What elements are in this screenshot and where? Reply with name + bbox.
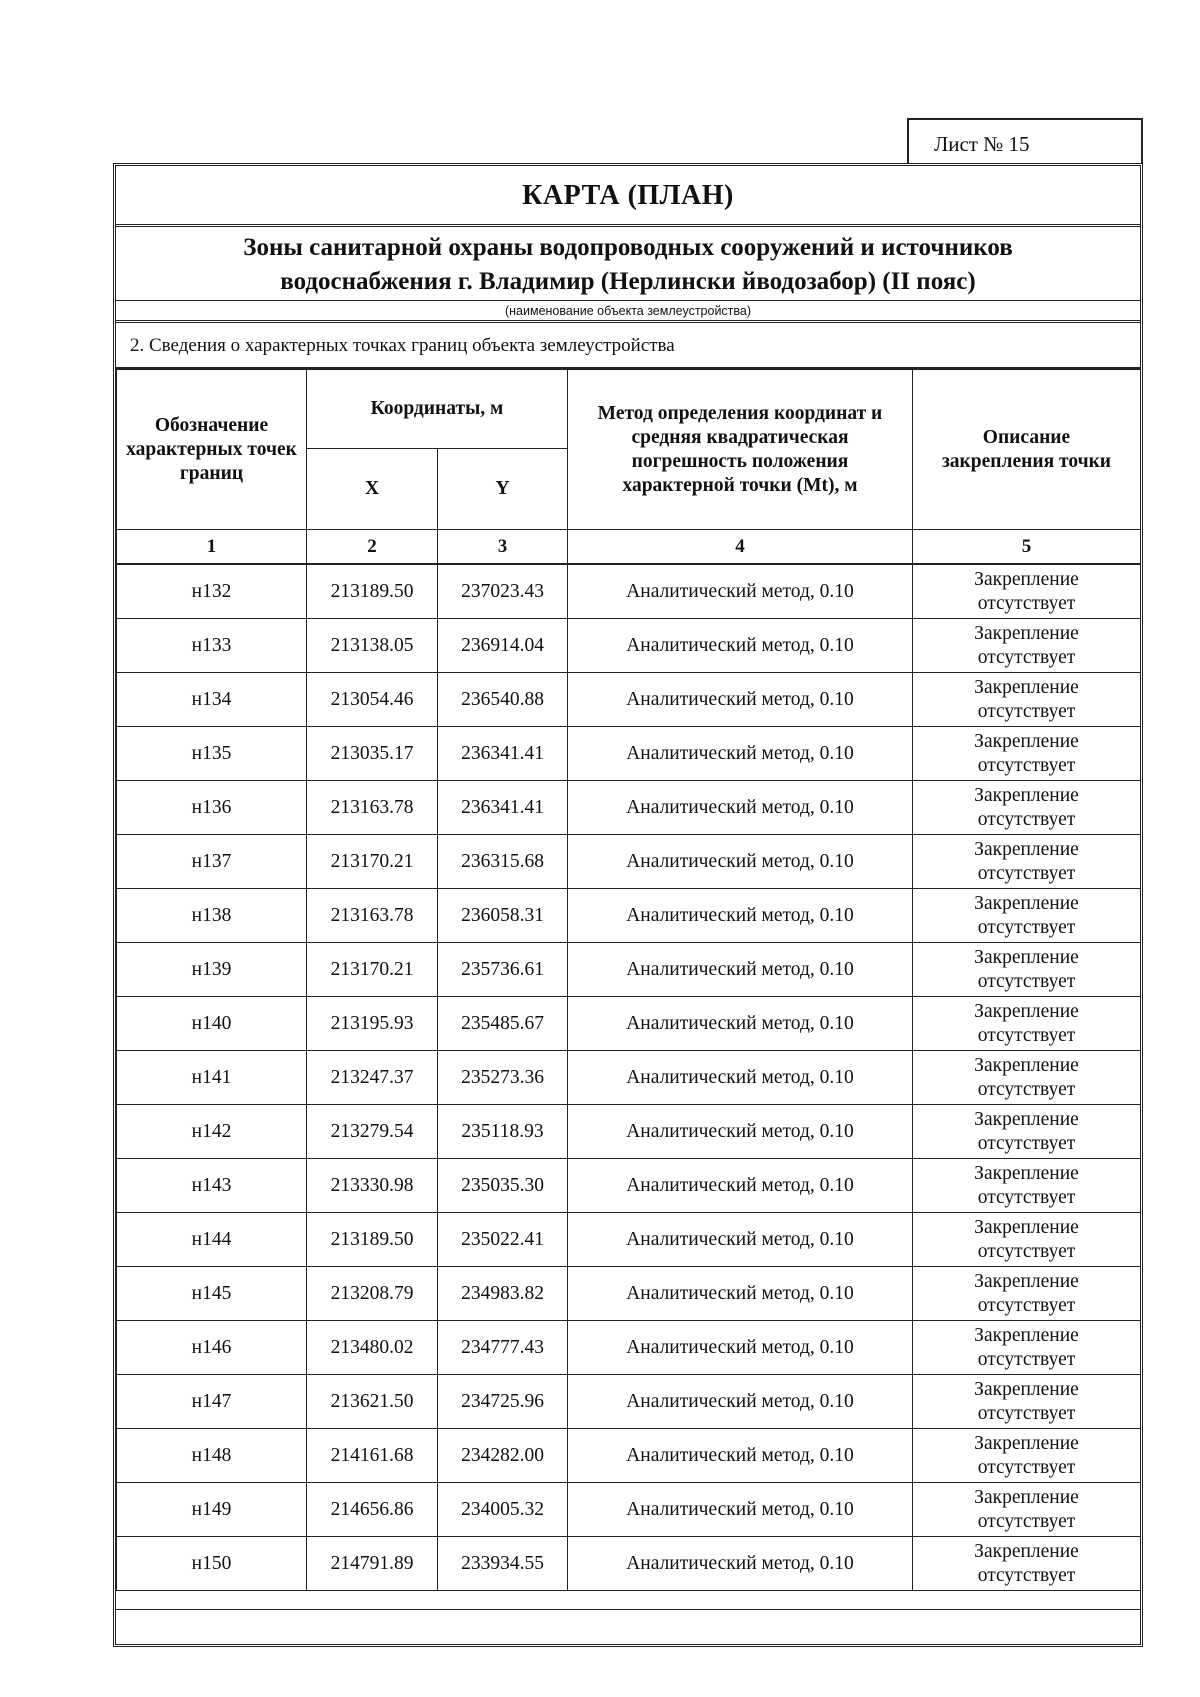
x-cell: 213163.78: [307, 889, 438, 943]
point-cell: н148: [117, 1429, 307, 1483]
description-cell: [913, 673, 1141, 727]
method-cell: Аналитический метод, 0.10: [568, 1537, 913, 1591]
description-line: отсутствует: [977, 808, 1076, 830]
description-line: отсутствует: [977, 1510, 1076, 1532]
table-row: [117, 835, 1141, 889]
description-line: Закрепление: [974, 892, 1079, 914]
method-cell: Аналитический метод, 0.10: [568, 997, 913, 1051]
y-cell: 235118.93: [438, 1105, 568, 1159]
method-cell: Аналитический метод, 0.10: [568, 727, 913, 781]
table-row: [117, 1213, 1141, 1267]
x-cell: 213330.98: [307, 1159, 438, 1213]
page-title: КАРТА (ПЛАН): [116, 166, 1140, 227]
description-line: Закрепление: [974, 1432, 1079, 1454]
description-cell: [913, 889, 1141, 943]
header-method: Метод определения координат и средняя квадратическая погрешность положения характерной точки (Mt), м: [568, 370, 913, 530]
point-cell: н139: [117, 943, 307, 997]
description-cell: [913, 1267, 1141, 1321]
description-line: Закрепление: [974, 1378, 1079, 1400]
table-row: [117, 1105, 1141, 1159]
method-cell: Аналитический метод, 0.10: [568, 889, 913, 943]
point-cell: н147: [117, 1375, 307, 1429]
x-cell: 214791.89: [307, 1537, 438, 1591]
description-cell: [913, 997, 1141, 1051]
object-name-line-2: водоснабжения г. Владимир (Нерлински йводозабор) (II пояс): [280, 268, 976, 295]
description-line: Закрепление: [974, 622, 1079, 644]
description-cell: [913, 781, 1141, 835]
y-cell: 234983.82: [438, 1267, 568, 1321]
description-line: Закрепление: [974, 1108, 1079, 1130]
description-line: Закрепление: [974, 1216, 1079, 1238]
point-cell: н145: [117, 1267, 307, 1321]
header-description: Описание закрепления точки: [913, 370, 1141, 530]
column-number: 4: [568, 530, 913, 565]
object-name: [116, 227, 1140, 301]
table-row: [117, 727, 1141, 781]
description-line: Закрепление: [974, 838, 1079, 860]
table-row: [117, 673, 1141, 727]
header-y: Y: [438, 449, 568, 530]
description-line: Закрепление: [974, 1162, 1079, 1184]
description-line: отсутствует: [977, 700, 1076, 722]
method-cell: Аналитический метод, 0.10: [568, 1213, 913, 1267]
y-cell: 233934.55: [438, 1537, 568, 1591]
sheet-number: [907, 118, 1143, 163]
method-cell: Аналитический метод, 0.10: [568, 1321, 913, 1375]
table-row: [117, 1429, 1141, 1483]
method-cell: Аналитический метод, 0.10: [568, 1105, 913, 1159]
description-cell: [913, 727, 1141, 781]
column-number: 5: [913, 530, 1141, 565]
method-cell: Аналитический метод, 0.10: [568, 673, 913, 727]
x-cell: 213247.37: [307, 1051, 438, 1105]
description-cell: [913, 835, 1141, 889]
y-cell: 234777.43: [438, 1321, 568, 1375]
document-frame: [113, 163, 1143, 1647]
description-cell: [913, 943, 1141, 997]
x-cell: 213621.50: [307, 1375, 438, 1429]
description-line: отсутствует: [977, 1186, 1076, 1208]
x-cell: 213189.50: [307, 564, 438, 619]
method-cell: Аналитический метод, 0.10: [568, 1483, 913, 1537]
point-cell: н138: [117, 889, 307, 943]
description-cell: [913, 1375, 1141, 1429]
point-cell: н144: [117, 1213, 307, 1267]
point-cell: н135: [117, 727, 307, 781]
point-cell: н140: [117, 997, 307, 1051]
description-cell: [913, 1429, 1141, 1483]
description-cell: [913, 1213, 1141, 1267]
table-row: [117, 781, 1141, 835]
y-cell: 234005.32: [438, 1483, 568, 1537]
header-coords: Координаты, м: [307, 370, 568, 449]
description-line: Закрепление: [974, 568, 1079, 590]
method-cell: Аналитический метод, 0.10: [568, 1051, 913, 1105]
y-cell: 235273.36: [438, 1051, 568, 1105]
description-line: отсутствует: [977, 1024, 1076, 1046]
x-cell: 213170.21: [307, 943, 438, 997]
object-name-line-1: Зоны санитарной охраны водопроводных сооружений и источников: [243, 234, 1013, 261]
method-cell: Аналитический метод, 0.10: [568, 1375, 913, 1429]
bottom-rule: [116, 1609, 1140, 1610]
section-title: 2. Сведения о характерных точках границ объекта землеустройства: [116, 323, 1140, 369]
points-table-body: [117, 564, 1141, 1591]
x-cell: 213208.79: [307, 1267, 438, 1321]
point-cell: н149: [117, 1483, 307, 1537]
x-cell: 214656.86: [307, 1483, 438, 1537]
table-row: [117, 619, 1141, 673]
y-cell: 236315.68: [438, 835, 568, 889]
x-cell: 213170.21: [307, 835, 438, 889]
y-cell: 237023.43: [438, 564, 568, 619]
y-cell: 234725.96: [438, 1375, 568, 1429]
description-line: отсутствует: [977, 1564, 1076, 1586]
description-line: отсутствует: [977, 916, 1076, 938]
column-number: 1: [117, 530, 307, 565]
y-cell: 235485.67: [438, 997, 568, 1051]
x-cell: 213138.05: [307, 619, 438, 673]
description-line: отсутствует: [977, 1348, 1076, 1370]
description-line: отсутствует: [977, 1294, 1076, 1316]
point-cell: н136: [117, 781, 307, 835]
table-row: [117, 1321, 1141, 1375]
table-row: [117, 997, 1141, 1051]
y-cell: 234282.00: [438, 1429, 568, 1483]
table-row: [117, 889, 1141, 943]
description-line: отсутствует: [977, 1078, 1076, 1100]
method-cell: Аналитический метод, 0.10: [568, 835, 913, 889]
description-cell: [913, 1051, 1141, 1105]
description-line: Закрепление: [974, 784, 1079, 806]
description-cell: [913, 619, 1141, 673]
header-x: X: [307, 449, 438, 530]
point-cell: н133: [117, 619, 307, 673]
description-cell: [913, 1321, 1141, 1375]
method-cell: Аналитический метод, 0.10: [568, 1267, 913, 1321]
object-caption: (наименование объекта землеустройства): [116, 301, 1140, 323]
description-line: Закрепление: [974, 1054, 1079, 1076]
description-line: Закрепление: [974, 730, 1079, 752]
description-cell: [913, 1159, 1141, 1213]
method-cell: Аналитический метод, 0.10: [568, 1429, 913, 1483]
table-row: [117, 1537, 1141, 1591]
y-cell: 236914.04: [438, 619, 568, 673]
description-line: отсутствует: [977, 646, 1076, 668]
column-number: 3: [438, 530, 568, 565]
method-cell: Аналитический метод, 0.10: [568, 564, 913, 619]
description-line: Закрепление: [974, 1324, 1079, 1346]
y-cell: 235022.41: [438, 1213, 568, 1267]
x-cell: 213163.78: [307, 781, 438, 835]
description-line: отсутствует: [977, 592, 1076, 614]
description-line: Закрепление: [974, 1270, 1079, 1292]
description-cell: [913, 564, 1141, 619]
description-line: отсутствует: [977, 1456, 1076, 1478]
method-cell: Аналитический метод, 0.10: [568, 943, 913, 997]
description-line: Закрепление: [974, 946, 1079, 968]
description-line: Закрепление: [974, 676, 1079, 698]
table-row: [117, 1159, 1141, 1213]
x-cell: 213035.17: [307, 727, 438, 781]
table-row: [117, 1267, 1141, 1321]
y-cell: 236540.88: [438, 673, 568, 727]
sheet-number-label: Лист № 15: [934, 132, 1030, 156]
method-cell: Аналитический метод, 0.10: [568, 781, 913, 835]
y-cell: 235035.30: [438, 1159, 568, 1213]
x-cell: 214161.68: [307, 1429, 438, 1483]
table-row: [117, 943, 1141, 997]
point-cell: н143: [117, 1159, 307, 1213]
x-cell: 213195.93: [307, 997, 438, 1051]
description-line: отсутствует: [977, 862, 1076, 884]
description-line: Закрепление: [974, 1000, 1079, 1022]
points-table: [116, 369, 1141, 1591]
y-cell: 236341.41: [438, 781, 568, 835]
description-line: отсутствует: [977, 1402, 1076, 1424]
description-line: отсутствует: [977, 970, 1076, 992]
description-cell: [913, 1105, 1141, 1159]
table-row: [117, 564, 1141, 619]
point-cell: н132: [117, 564, 307, 619]
x-cell: 213279.54: [307, 1105, 438, 1159]
y-cell: 236341.41: [438, 727, 568, 781]
header-point: Обозначение характерных точек границ: [117, 370, 307, 530]
description-cell: [913, 1483, 1141, 1537]
description-line: отсутствует: [977, 1132, 1076, 1154]
table-row: [117, 1375, 1141, 1429]
point-cell: н141: [117, 1051, 307, 1105]
method-cell: Аналитический метод, 0.10: [568, 1159, 913, 1213]
point-cell: н146: [117, 1321, 307, 1375]
table-row: [117, 1483, 1141, 1537]
x-cell: 213480.02: [307, 1321, 438, 1375]
point-cell: н150: [117, 1537, 307, 1591]
point-cell: н134: [117, 673, 307, 727]
x-cell: 213189.50: [307, 1213, 438, 1267]
description-cell: [913, 1537, 1141, 1591]
point-cell: н142: [117, 1105, 307, 1159]
x-cell: 213054.46: [307, 673, 438, 727]
column-number: 2: [307, 530, 438, 565]
description-line: Закрепление: [974, 1540, 1079, 1562]
table-row: [117, 1051, 1141, 1105]
y-cell: 236058.31: [438, 889, 568, 943]
method-cell: Аналитический метод, 0.10: [568, 619, 913, 673]
description-line: отсутствует: [977, 754, 1076, 776]
point-cell: н137: [117, 835, 307, 889]
description-line: отсутствует: [977, 1240, 1076, 1262]
y-cell: 235736.61: [438, 943, 568, 997]
description-line: Закрепление: [974, 1486, 1079, 1508]
